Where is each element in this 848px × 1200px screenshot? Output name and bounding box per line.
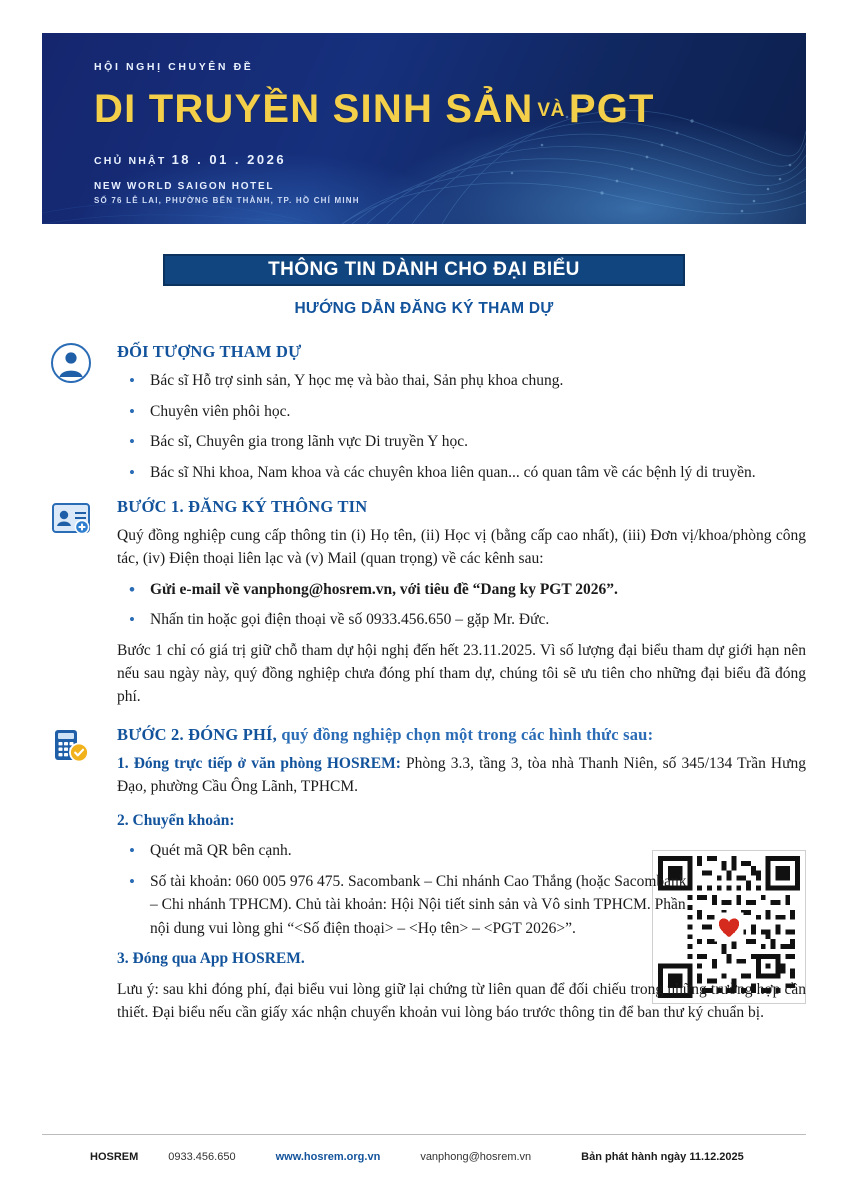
banner-date-prefix: CHỦ NHẬT bbox=[94, 155, 167, 167]
page-title: THÔNG TIN DÀNH CHO ĐẠI BIỂU bbox=[268, 259, 580, 280]
step1-channels-list bbox=[117, 578, 806, 632]
list-item: • Bác sĩ, Chuyên gia trong lãnh vực Di truyền Y học. bbox=[117, 430, 806, 454]
banner-title-main: DI TRUYỀN SINH SẢN bbox=[94, 87, 534, 131]
payment-calculator-icon bbox=[50, 725, 92, 767]
footer-website[interactable]: www.hosrem.org.vn bbox=[275, 1150, 381, 1163]
page-title-bar bbox=[163, 254, 685, 286]
banner-venue-name: NEW WORLD SAIGON HOTEL bbox=[94, 181, 275, 192]
add-contact-card-icon bbox=[50, 497, 92, 539]
step2-option3-label: 3. Đóng qua App HOSREM. bbox=[117, 950, 305, 968]
footer-email[interactable]: vanphong@hosrem.vn bbox=[420, 1150, 532, 1163]
step2-option2-label: 2. Chuyển khoản bbox=[117, 812, 230, 830]
step1-intro: Quý đồng nghiệp cung cấp thông tin (i) Họ tên, (ii) Học vị (bằng cấp cao nhất), (iii) Đơn vị/khoa/phòng công tác, (iv) Điện thoại liên lạc và (v) Mail (quan trọng) về các kênh sau: bbox=[117, 527, 806, 568]
banner-title-tail: PGT bbox=[568, 87, 655, 131]
section-audience bbox=[42, 342, 806, 484]
step2-option3 bbox=[117, 947, 806, 970]
footer-release-date: Bản phát hành ngày 11.12.2025 bbox=[581, 1150, 744, 1163]
step2-option1-label: 1. Đóng trực tiếp ở văn phòng HOSREM: bbox=[117, 754, 401, 772]
banner-date bbox=[94, 152, 806, 167]
step2-transfer-list bbox=[117, 839, 697, 940]
section-audience-title: ĐỐI TƯỢNG THAM DỰ bbox=[117, 342, 302, 361]
section-step2-title-tail: quý đồng nghiệp chọn một trong các hình thức sau: bbox=[281, 724, 654, 744]
section-step2-title-main: BƯỚC 2. ĐÓNG PHÍ, bbox=[117, 724, 277, 744]
step2-note: Lưu ý: sau khi đóng phí, đại biểu vui lòng giữ lại chứng từ liên quan để đối chiếu trong những trường hợp cần thiết. Đại biểu nếu cần giấy xác nhận chuyển khoản vui lòng báo trước thông tin để ban thư ký chuẩn bị. bbox=[117, 980, 806, 1021]
list-item: • Bác sĩ Nhi khoa, Nam khoa và các chuyên khoa liên quan... có quan tâm về các bệnh lý di truyền. bbox=[117, 461, 806, 485]
section-step1-title: BƯỚC 1. ĐĂNG KÝ THÔNG TIN bbox=[117, 497, 368, 517]
page-footer bbox=[42, 1134, 806, 1168]
banner-date-value: 18 . 01 . 2026 bbox=[171, 152, 287, 167]
section-step2-title bbox=[117, 725, 806, 745]
banner-venue-address: SỐ 76 LÊ LAI, PHƯỜNG BẾN THÀNH, TP. HỒ CHÍ MINH bbox=[94, 195, 360, 205]
step1-note: Bước 1 chỉ có giá trị giữ chỗ tham dự hội nghị đến hết 23.11.2025. Vì số lượng đại biểu tham dự giới hạn nên nếu sau ngày này, quý đồng nghiệp chưa đóng phí tham dự, chúng tôi sẽ ưu tiên cho những đại biểu đã đóng phí. bbox=[117, 641, 806, 706]
list-item: • Số tài khoản: 060 005 976 475. Sacombank – Chi nhánh Cao Thắng (hoặc Sacombank – Chi nhánh TPHCM). Chủ tài khoản: Hội Nội tiết sinh sản và Vô sinh TPHCM. Phần nội dung vui lòng ghi “<Số điện thoại> – <Họ tên> – <PGT 2026>”. bbox=[117, 870, 697, 941]
list-item: • Bác sĩ Hỗ trợ sinh sản, Y học mẹ và bào thai, Sản phụ khoa chung. bbox=[117, 369, 806, 393]
banner-venue bbox=[94, 179, 806, 207]
list-item: • Nhấn tin hoặc gọi điện thoại về số 0933.456.650 – gặp Mr. Đức. bbox=[117, 608, 806, 632]
page-subtitle: HƯỚNG DẪN ĐĂNG KÝ THAM DỰ bbox=[294, 300, 554, 317]
footer-org: HOSREM bbox=[90, 1150, 139, 1163]
event-banner bbox=[42, 33, 806, 224]
step2-option2-heading: 2. Chuyển khoản: bbox=[117, 812, 235, 830]
user-circle-icon bbox=[50, 342, 92, 384]
list-item: • Gửi e-mail về vanphong@hosrem.vn, với tiêu đề “Dang ky PGT 2026”. bbox=[117, 578, 806, 602]
footer-phone: 0933.456.650 bbox=[168, 1150, 236, 1163]
section-step1 bbox=[42, 497, 806, 708]
audience-list bbox=[117, 369, 806, 484]
step2-option1-text: Phòng 3.3, tầng 3, tòa nhà Thanh Niên, số 345/134 Trần Hưng Đạo, phường Cầu Ông Lãnh, TPHCM. bbox=[117, 754, 807, 795]
list-item: • Quét mã QR bên cạnh. bbox=[117, 839, 697, 863]
banner-kicker: HỘI NGHỊ CHUYÊN ĐỀ bbox=[94, 61, 254, 73]
banner-title-conj: VÀ bbox=[537, 100, 565, 121]
list-item: • Chuyên viên phôi học. bbox=[117, 400, 806, 424]
section-step2 bbox=[42, 725, 806, 1025]
banner-title bbox=[94, 87, 806, 132]
step2-option1 bbox=[117, 752, 806, 799]
document-body bbox=[42, 342, 806, 1024]
